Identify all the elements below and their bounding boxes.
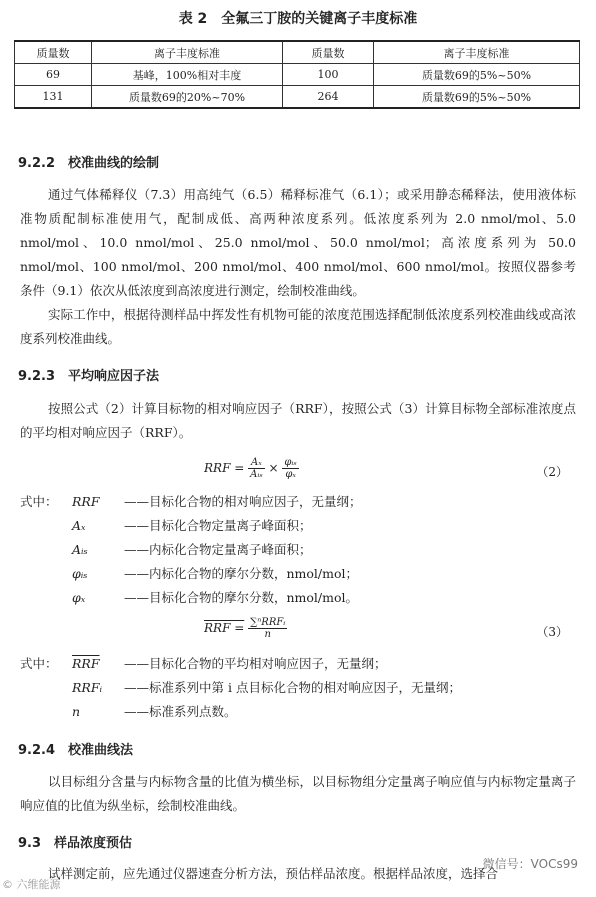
definition-row xyxy=(20,700,461,724)
symbol: RRF xyxy=(72,494,100,509)
eq2-lhs: RRF = xyxy=(204,461,245,475)
eq2-fraction-area xyxy=(248,457,265,480)
symbol: Aᵢₛ xyxy=(72,542,88,557)
definition-row xyxy=(20,562,362,586)
symbol-description: ——目标化合物的相对响应因子，无量纲； xyxy=(124,494,362,509)
definition-row xyxy=(20,538,362,562)
table-row xyxy=(15,86,580,109)
where-label: 式中： xyxy=(20,494,58,509)
paragraph: 实际工作中，根据待测样品中挥发性有机物可能的浓度范围选择配制低浓度系列校准曲线或高浓度系列校准曲线。 xyxy=(20,307,576,346)
table-cell: 131 xyxy=(15,86,92,109)
symbol: $\overline{RRF}$ xyxy=(72,656,100,671)
symbol: φᵢₛ xyxy=(72,566,88,581)
table-row xyxy=(15,64,580,86)
symbol-description: ——标准系列点数。 xyxy=(124,704,237,719)
eq3-numerator: ∑ⁿRRFᵢ xyxy=(250,617,286,628)
symbol: n xyxy=(72,704,81,719)
symbol-description: ——内标化合物定量离子峰面积； xyxy=(124,542,312,557)
table-title: 表 2 全氟三丁胺的关键离子丰度标准 xyxy=(178,11,418,27)
symbol-description: ——标准系列中第 i 点目标化合物的相对响应因子，无量纲； xyxy=(124,680,461,695)
equation-number: （2） xyxy=(536,465,568,479)
definition-row xyxy=(20,514,362,538)
eq2-times: × xyxy=(268,461,279,475)
table-cell: 69 xyxy=(15,64,92,86)
section-heading-9-2-3: 9.2.3 平均响应因子法 xyxy=(18,369,160,384)
eq2-denominator: φₓ xyxy=(285,469,296,480)
symbol-definitions-1 xyxy=(20,490,362,610)
paragraph: 试样测定前，应先通过仪器速查分析方法，预估样品浓度。根据样品浓度，选择合 xyxy=(48,866,499,881)
equation-2 xyxy=(0,455,596,485)
table-header: 质量数 xyxy=(283,41,374,64)
section-heading-9-2-2: 9.2.2 校准曲线的绘制 xyxy=(18,156,160,171)
table-header: 离子丰度标准 xyxy=(374,41,580,64)
symbol-description: ——目标化合物的平均相对响应因子，无量纲； xyxy=(124,656,387,671)
table-header: 离子丰度标准 xyxy=(92,41,283,64)
definition-row xyxy=(20,586,362,610)
table-cell: 质量数69的5%~50% xyxy=(374,86,580,109)
paragraph: 按照公式（2）计算目标物的相对响应因子（RRF），按照公式（3）计算目标物全部标准浓度点的平均相对响应因子（RRF）。 xyxy=(20,401,576,440)
symbol-definitions-2 xyxy=(20,652,461,724)
equation-3 xyxy=(0,615,596,645)
eq3-lhs: RRF = xyxy=(204,621,245,635)
wechat-watermark: 微信号：VOCs99 xyxy=(482,857,578,871)
symbol-description: ——目标化合物定量离子峰面积； xyxy=(124,518,312,533)
symbol-description: ——内标化合物的摩尔分数，nmol/mol； xyxy=(124,566,359,581)
symbol-description: ——目标化合物的摩尔分数，nmol/mol。 xyxy=(124,590,359,605)
eq2-fraction-phi xyxy=(282,457,298,480)
eq3-fraction xyxy=(248,617,287,640)
symbol: Aₓ xyxy=(72,518,86,533)
table-cell: 质量数69的5%~50% xyxy=(374,64,580,86)
table-header-row xyxy=(15,41,580,64)
eq2-numerator: φᵢₛ xyxy=(284,457,297,468)
paragraph: 通过气体稀释仪（7.3）用高纯气（6.5）稀释标准气（6.1）；或采用静态稀释法，使用液体标准物质配制标准使用气，配制成低、高两种浓度系列。低浓度系列为 2.0 nmol/mol、5.0 nmol/mol、10.0 nmol/mol、25.0 nmol/mol、50.0 nmol/mol；高浓度系列为 50.0 nmol/mol、100 nmol/mol、200 nmol/mol、400 nmol/mol、600 nmol/mol。按照仪器参考条件（9.1）依次从低浓度到高浓度进行测定，绘制校准曲线。 xyxy=(20,187,576,298)
paragraph: 以目标组分含量与内标物含量的比值为横坐标，以目标物组分定量离子响应值与内标物定量离子响应值的比值为纵坐标，绘制校准曲线。 xyxy=(20,774,576,813)
table-header: 质量数 xyxy=(15,41,92,64)
section-heading-9-3: 9.3 样品浓度预估 xyxy=(18,836,133,851)
section-heading-9-2-4: 9.2.4 校准曲线法 xyxy=(18,743,134,758)
table-cell: 264 xyxy=(283,86,374,109)
table-cell: 基峰，100%相对丰度 xyxy=(92,64,283,86)
table-cell: 100 xyxy=(283,64,374,86)
table-cell: 质量数69的20%~70% xyxy=(92,86,283,109)
definition-row xyxy=(20,490,362,514)
definition-row xyxy=(20,652,461,676)
symbol: RRFᵢ xyxy=(72,680,103,695)
source-watermark: © 六维能源 xyxy=(2,878,61,891)
where-label: 式中： xyxy=(20,656,58,671)
symbol: φₓ xyxy=(72,590,86,605)
equation-number: （3） xyxy=(536,625,568,639)
definition-row xyxy=(20,676,461,700)
ion-abundance-table xyxy=(14,40,580,109)
eq2-denominator: Aᵢₛ xyxy=(250,469,263,480)
eq2-numerator: Aₓ xyxy=(248,457,265,469)
eq3-denominator: n xyxy=(264,629,271,640)
